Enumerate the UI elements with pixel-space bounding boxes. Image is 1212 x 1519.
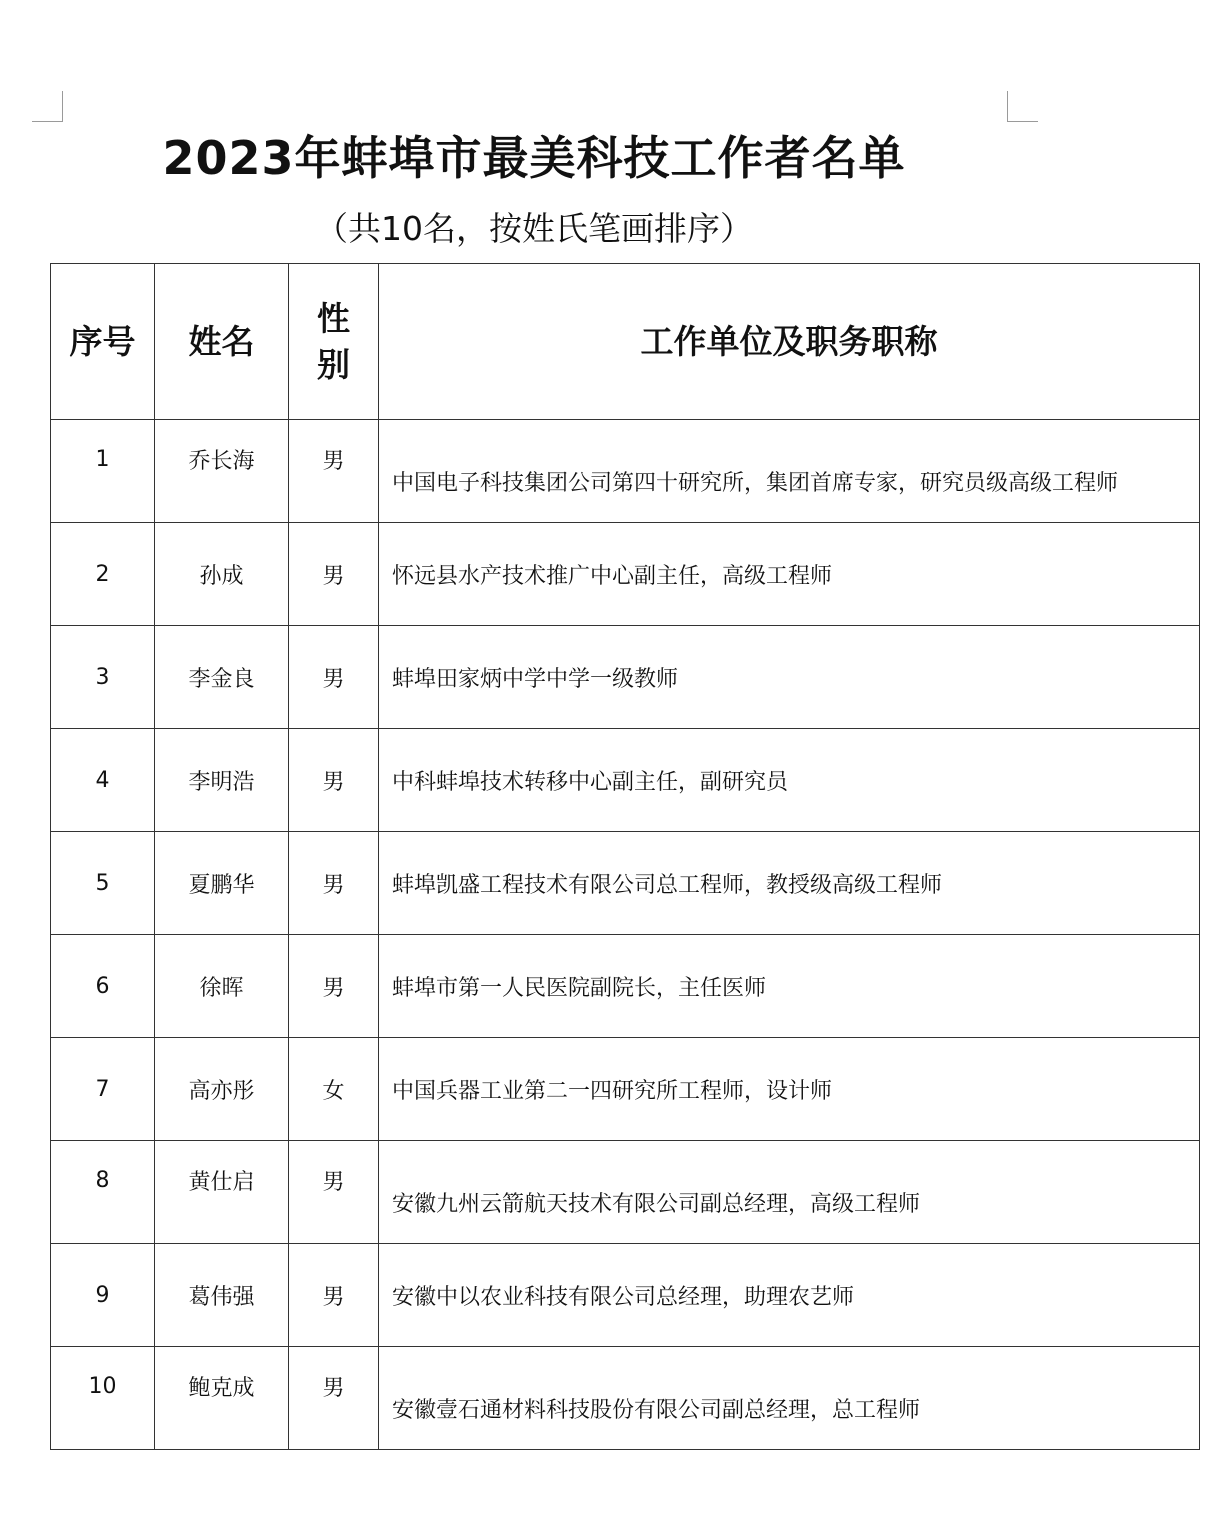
cell-name: 葛伟强 — [155, 1244, 289, 1347]
cell-index: 7 — [51, 1038, 155, 1141]
table-row — [51, 420, 1200, 523]
cell-unit: 蚌埠凯盛工程技术有限公司总工程师，教授级高级工程师 — [379, 832, 1200, 935]
index-text: 10 — [88, 1373, 117, 1399]
cell-gender: 男 — [289, 1244, 379, 1347]
table-row — [51, 1038, 1200, 1141]
cell-index: 5 — [51, 832, 155, 935]
cell-gender — [289, 1141, 379, 1244]
table-row — [51, 626, 1200, 729]
name-text: 鲍克成 — [188, 1375, 255, 1401]
cell-unit — [379, 1141, 1200, 1244]
table-row — [51, 1347, 1200, 1450]
index-text: 1 — [95, 446, 110, 472]
header-index: 序号 — [51, 264, 155, 420]
index-text: 8 — [95, 1167, 110, 1193]
name-text: 乔长海 — [188, 448, 255, 474]
cell-unit: 中国兵器工业第二一四研究所工程师，设计师 — [379, 1038, 1200, 1141]
document-subtitle: （共10名，按姓氏笔画排序） — [315, 209, 753, 248]
cell-gender: 男 — [289, 729, 379, 832]
cell-index: 3 — [51, 626, 155, 729]
cell-name: 李明浩 — [155, 729, 289, 832]
cell-unit: 安徽中以农业科技有限公司总经理，助理农艺师 — [379, 1244, 1200, 1347]
cell-gender — [289, 1347, 379, 1450]
gender-text: 男 — [322, 1169, 345, 1195]
cell-index: 6 — [51, 935, 155, 1038]
cell-unit — [379, 420, 1200, 523]
cell-name: 徐晖 — [155, 935, 289, 1038]
cell-name: 李金良 — [155, 626, 289, 729]
cell-gender: 男 — [289, 832, 379, 935]
cell-unit: 蚌埠市第一人民医院副院长，主任医师 — [379, 935, 1200, 1038]
unit-text: 安徽壹石通材料科技股份有限公司副总经理，总工程师 — [392, 1397, 921, 1423]
document-title: 2023年蚌埠市最美科技工作者名单 — [162, 131, 906, 185]
table-row — [51, 523, 1200, 626]
cell-index — [51, 1141, 155, 1244]
cell-name: 高亦彤 — [155, 1038, 289, 1141]
gender-text: 男 — [322, 1375, 345, 1401]
table-row — [51, 1244, 1200, 1347]
cell-gender: 男 — [289, 935, 379, 1038]
crop-mark-top-left — [32, 91, 63, 122]
header-gender — [289, 264, 379, 420]
cell-unit — [379, 1347, 1200, 1450]
cell-name — [155, 1141, 289, 1244]
cell-unit: 怀远县水产技术推广中心副主任，高级工程师 — [379, 523, 1200, 626]
table-row — [51, 935, 1200, 1038]
cell-gender: 男 — [289, 626, 379, 729]
table-row — [51, 1141, 1200, 1244]
cell-name — [155, 420, 289, 523]
cell-name — [155, 1347, 289, 1450]
header-name: 姓名 — [155, 264, 289, 420]
cell-index — [51, 1347, 155, 1450]
cell-index: 9 — [51, 1244, 155, 1347]
header-gender-label: 性别 — [316, 298, 350, 384]
cell-unit: 中科蚌埠技术转移中心副主任，副研究员 — [379, 729, 1200, 832]
table-header-row — [51, 264, 1200, 420]
table-row — [51, 832, 1200, 935]
name-text: 黄仕启 — [188, 1169, 255, 1195]
crop-mark-top-right — [1007, 91, 1038, 122]
cell-index: 2 — [51, 523, 155, 626]
cell-name: 孙成 — [155, 523, 289, 626]
header-unit: 工作单位及职务职称 — [379, 264, 1200, 420]
cell-gender: 女 — [289, 1038, 379, 1141]
cell-gender: 男 — [289, 523, 379, 626]
unit-text: 中国电子科技集团公司第四十研究所，集团首席专家，研究员级高级工程师 — [392, 470, 1119, 496]
cell-gender — [289, 420, 379, 523]
cell-index — [51, 420, 155, 523]
cell-unit: 蚌埠田家炳中学中学一级教师 — [379, 626, 1200, 729]
roster-table — [50, 263, 1200, 1450]
cell-name: 夏鹏华 — [155, 832, 289, 935]
cell-index: 4 — [51, 729, 155, 832]
table-row — [51, 729, 1200, 832]
unit-text: 安徽九州云箭航天技术有限公司副总经理，高级工程师 — [392, 1191, 921, 1217]
gender-text: 男 — [322, 448, 345, 474]
